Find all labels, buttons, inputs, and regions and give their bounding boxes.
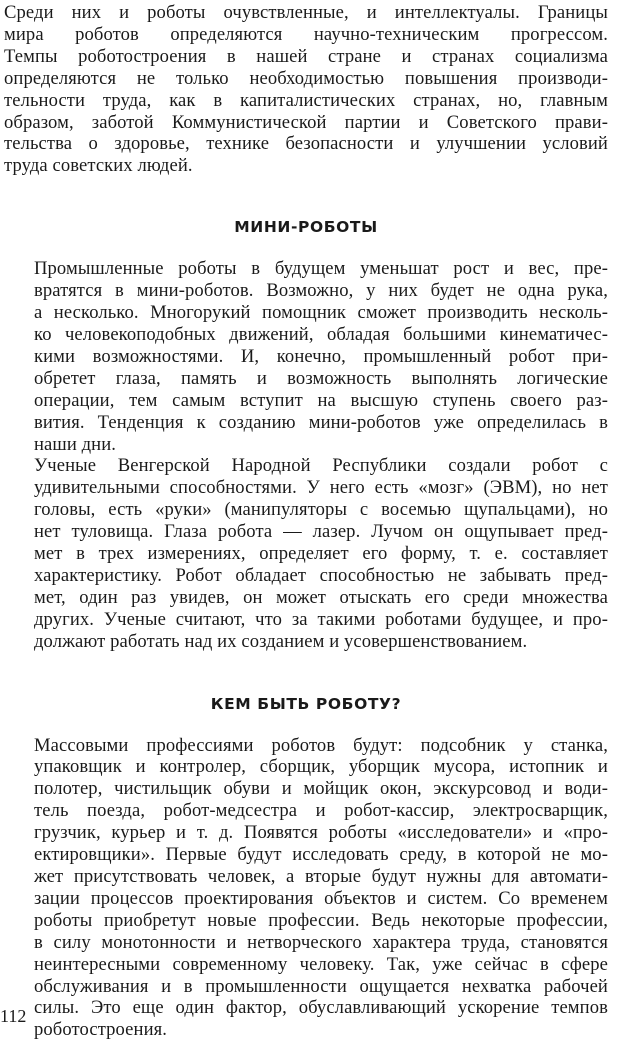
text-line: зации процессов проектирования объектов и систем. Со временем <box>34 887 608 909</box>
text-line: определяются не только необходимостью повышения производи- <box>4 67 608 89</box>
text-line: операции, тем самым вступит на высшую ступень своего раз- <box>34 389 608 411</box>
text-line: ектировщики». Первые будут исследовать среду, в которой не мо- <box>34 844 608 866</box>
text-line: других. Ученые считают, что за такими роботами будущее, и про- <box>34 608 608 630</box>
text-line: должают работать над их созданием и усовершенствованием. <box>34 630 528 652</box>
mini-robots-paragraph-2 <box>4 455 608 652</box>
page-number: 112 <box>0 1006 27 1026</box>
text-line: Промышленные роботы в будущем уменьшат рост и вес, пре- <box>34 258 608 280</box>
text-line: упаковщик и контролер, сборщик, уборщик мусора, истопник и <box>34 756 608 778</box>
text-line: неинтересными современному человеку. Так, уже сейчас в сфере <box>34 953 608 975</box>
text-line: обретет глаза, память и возможность выполнять логические <box>34 367 608 389</box>
text-line: а несколько. Многорукий помощник сможет производить несколь- <box>34 302 608 324</box>
text-line: в силу монотонности и нетворческого характера труда, становятся <box>34 931 608 953</box>
text-line: Темпы роботостроения в нашей стране и странах социализма <box>4 45 608 67</box>
text-line: Массовыми профессиями роботов будут: подсобник у станка, <box>34 734 608 756</box>
text-line: грузчик, курьер и т. д. Появятся роботы «исследователи» и «про- <box>34 822 608 844</box>
text-line: наши дни. <box>34 433 117 455</box>
text-line: мира роботов определяются научно-техническим прогрессом. <box>4 23 608 45</box>
text-line: роботостроения. <box>34 1019 168 1041</box>
section-heading-robot-professions: КЕМ БЫТЬ РОБОТУ? <box>210 694 402 713</box>
text-line: Среди них и роботы очувствленные, и интеллектуалы. Границы <box>4 2 608 23</box>
text-line: силы. Это еще один фактор, обуславливающий ускорение темпов <box>34 997 608 1019</box>
text-line: образом, заботой Коммунистической партии и Советского прави- <box>4 111 608 133</box>
text-line: обслуживания и в промышленности ощущается нехватка рабочей <box>34 975 608 997</box>
text-line: роботы приобретут новые профессии. Ведь некоторые профессии, <box>34 909 608 931</box>
text-line: тель поезда, робот-медсестра и робот-кассир, электросварщик, <box>34 800 608 822</box>
text-line: нет туловища. Глаза робота — лазер. Лучом он ощупывает пред- <box>34 521 608 543</box>
text-line: вратятся в мини-роботов. Возможно, у них будет не одна рука, <box>34 280 608 302</box>
text-line: труда советских людей. <box>4 155 193 177</box>
text-line: тельства о здоровье, технике безопасности и улучшении условий <box>4 133 608 155</box>
text-line: характеристику. Робот обладает способностью не забывать пред- <box>34 564 608 586</box>
text-line: удивительными способностями. У него есть «мозг» (ЭВМ), но нет <box>34 477 608 499</box>
section-heading-mini-robots: МИНИ-РОБОТЫ <box>234 218 378 237</box>
intro-paragraph <box>4 2 608 177</box>
mini-robots-paragraph-1 <box>4 258 608 455</box>
text-line: полотер, чистильщик обуви и мойщик окон, экскурсовод и води- <box>34 778 608 800</box>
text-line: мет, один раз увидев, он может отыскать его среди множества <box>34 586 608 608</box>
text-line: тельности труда, как в капиталистических странах, но, главным <box>4 89 608 111</box>
text-line: ко человекоподобных движений, обладая большими кинематичес- <box>34 323 608 345</box>
text-line: Ученые Венгерской Народной Республики создали робот с <box>34 455 608 477</box>
text-line: вития. Тенденция к созданию мини-роботов уже определилась в <box>34 411 608 433</box>
text-line: жет присутствовать человек, а вторые будут нужны для автомати- <box>34 866 608 887</box>
robot-professions-paragraph <box>4 735 608 1041</box>
text-line: мет в трех измерениях, определяет его форму, т. е. составляет <box>34 543 608 565</box>
text-line: кими возможностями. И, конечно, промышленный робот при- <box>34 345 608 367</box>
text-line: головы, есть «руки» (манипуляторы с восемью щупальцами), но <box>34 499 608 521</box>
